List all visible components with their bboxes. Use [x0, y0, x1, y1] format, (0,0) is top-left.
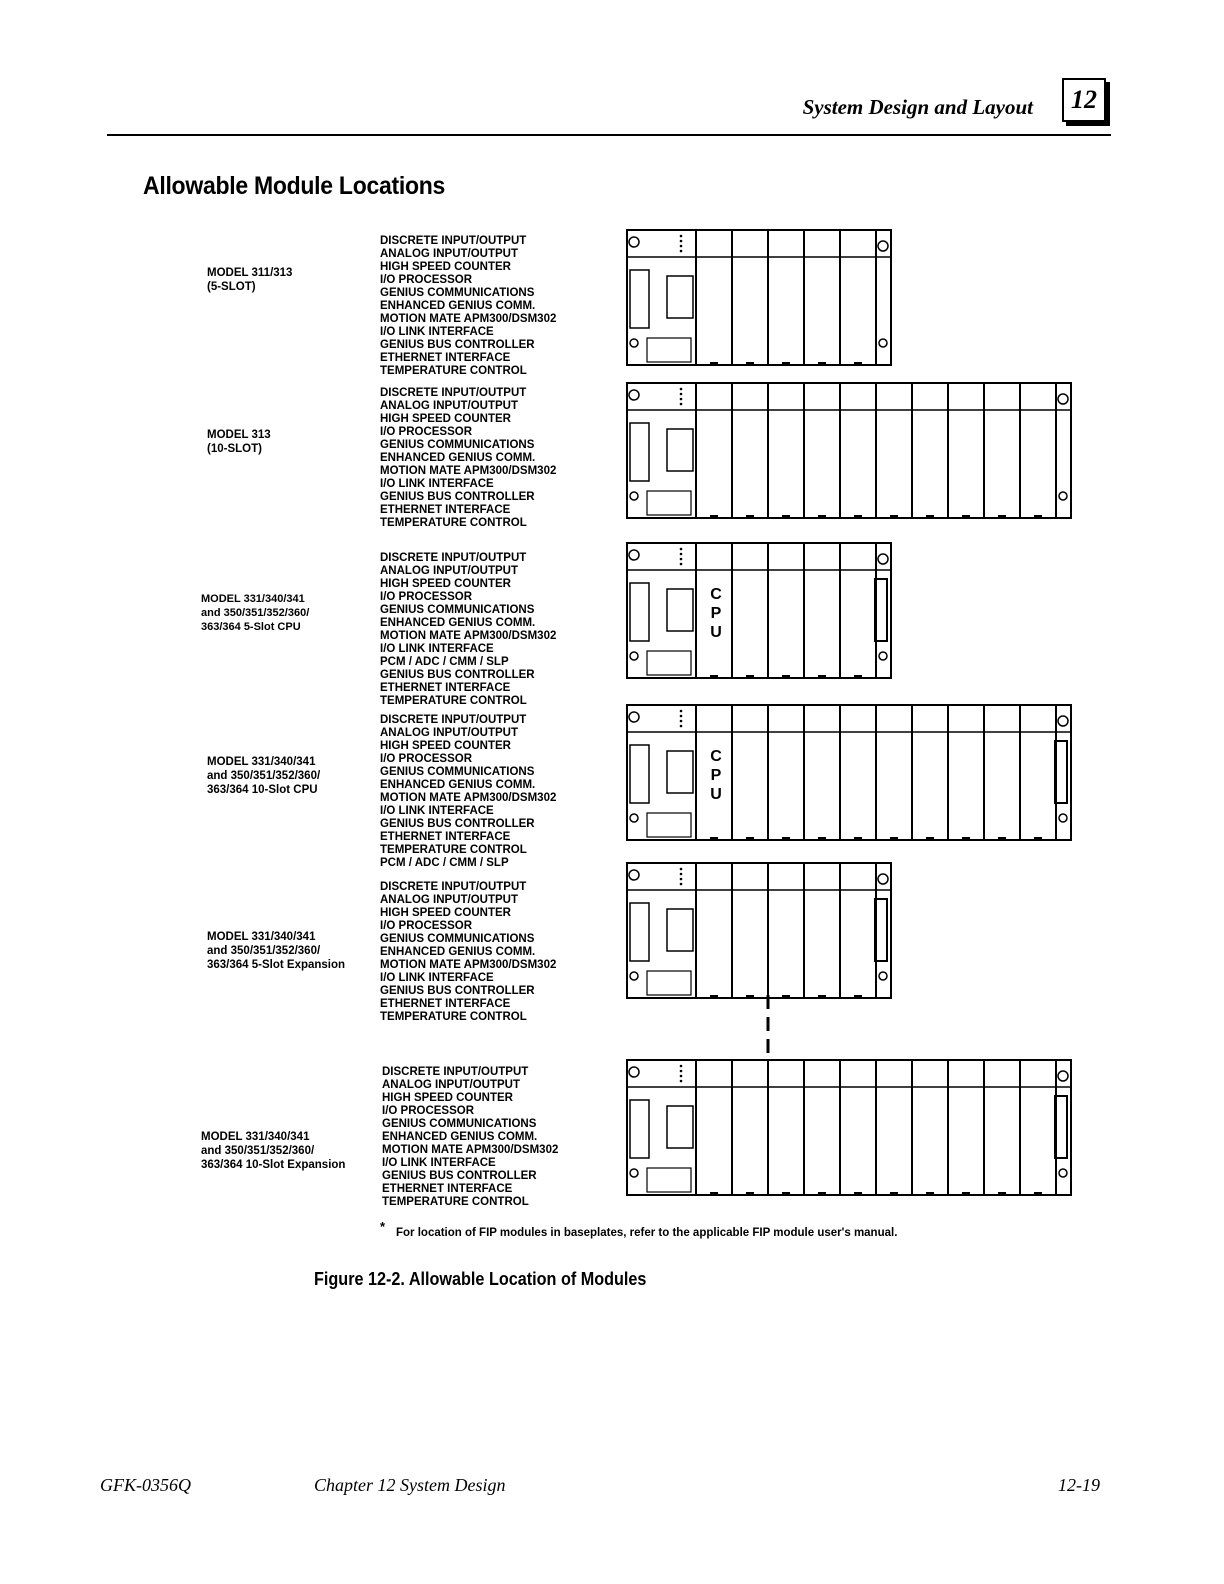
module-item: TEMPERATURE CONTROL	[380, 695, 527, 707]
status-dot	[680, 388, 683, 391]
status-dot	[680, 245, 683, 248]
status-dot	[680, 563, 683, 566]
module-item: GENIUS BUS CONTROLLER	[382, 1170, 537, 1182]
status-dot	[680, 878, 683, 881]
slot-tab	[890, 837, 898, 841]
module-item: I/O LINK INTERFACE	[380, 478, 494, 490]
footer-doc-id: GFK-0356Q	[100, 1475, 191, 1495]
module-item: ANALOG INPUT/OUTPUT	[380, 565, 518, 577]
cpu-label-letter: C	[710, 748, 722, 765]
slot-tab	[746, 995, 754, 999]
slot-tab	[1034, 515, 1042, 519]
status-dot	[680, 548, 683, 551]
slot-tab	[854, 515, 862, 519]
slot-tab	[782, 1192, 790, 1196]
status-dot	[680, 398, 683, 401]
module-item: MOTION MATE APM300/DSM302	[382, 1144, 559, 1156]
module-item: ENHANCED GENIUS COMM.	[380, 300, 536, 312]
module-item: ENHANCED GENIUS COMM.	[380, 946, 536, 958]
module-item: I/O PROCESSOR	[380, 591, 473, 603]
slot-tab	[962, 1192, 970, 1196]
status-dot	[680, 1080, 683, 1083]
module-item: HIGH SPEED COUNTER	[380, 261, 511, 273]
rack-2-model-label: MODEL 313 (10-SLOT)	[207, 429, 271, 455]
slot-tab	[710, 837, 718, 841]
module-item: GENIUS BUS CONTROLLER	[380, 985, 535, 997]
module-item: TEMPERATURE CONTROL	[380, 844, 527, 856]
slot-tab	[998, 1192, 1006, 1196]
module-item: HIGH SPEED COUNTER	[382, 1092, 513, 1104]
header-title: System Design and Layout	[802, 95, 1033, 119]
slot-tab	[962, 515, 970, 519]
module-item: I/O PROCESSOR	[380, 753, 473, 765]
cpu-label-letter: U	[710, 786, 722, 803]
module-item: ETHERNET INTERFACE	[380, 504, 511, 516]
slot-tab	[926, 1192, 934, 1196]
module-item: DISCRETE INPUT/OUTPUT	[380, 235, 527, 247]
module-item: I/O LINK INTERFACE	[382, 1157, 496, 1169]
slot-tab	[746, 515, 754, 519]
module-item: I/O LINK INTERFACE	[380, 972, 494, 984]
cpu-label-letter: P	[710, 605, 722, 622]
slot-tab	[710, 995, 718, 999]
slot-tab	[854, 837, 862, 841]
status-dot	[680, 553, 683, 556]
slot-tab	[710, 515, 718, 519]
section-heading: Allowable Module Locations	[143, 172, 446, 200]
slot-tab	[926, 837, 934, 841]
module-item: HIGH SPEED COUNTER	[380, 740, 511, 752]
status-dot	[680, 1070, 683, 1073]
status-dot	[680, 235, 683, 238]
module-item: ANALOG INPUT/OUTPUT	[380, 248, 518, 260]
status-dot	[680, 715, 683, 718]
status-dot	[680, 558, 683, 561]
module-item: I/O PROCESSOR	[382, 1105, 475, 1117]
status-dot	[680, 1065, 683, 1068]
slot-tab	[818, 362, 826, 366]
module-item: GENIUS COMMUNICATIONS	[380, 604, 535, 616]
module-item: I/O PROCESSOR	[380, 426, 473, 438]
slot-tab	[782, 362, 790, 366]
slot-tab	[998, 515, 1006, 519]
slot-tab	[746, 837, 754, 841]
slot-tab	[1034, 837, 1042, 841]
status-dot	[680, 720, 683, 723]
slot-tab	[818, 675, 826, 679]
rack-6-model-label: MODEL 331/340/341 and 350/351/352/360/ 363/364 10-Slot Expansion	[201, 1131, 346, 1171]
slot-tab	[746, 362, 754, 366]
module-item: PCM / ADC / CMM / SLP	[380, 857, 509, 869]
chapter-number-badge: 12	[1062, 78, 1106, 122]
module-item: GENIUS COMMUNICATIONS	[380, 439, 535, 451]
slot-tab	[890, 1192, 898, 1196]
module-item: DISCRETE INPUT/OUTPUT	[380, 387, 527, 399]
slot-tab	[818, 837, 826, 841]
slot-tab	[782, 995, 790, 999]
slot-tab	[890, 515, 898, 519]
module-item: TEMPERATURE CONTROL	[380, 365, 527, 377]
status-dot	[680, 710, 683, 713]
status-dot	[680, 868, 683, 871]
slot-tab	[1034, 1192, 1042, 1196]
module-item: ETHERNET INTERFACE	[382, 1183, 513, 1195]
slot-tab	[818, 1192, 826, 1196]
module-item: PCM / ADC / CMM / SLP	[380, 656, 509, 668]
cpu-label-letter: U	[710, 624, 722, 641]
module-item: ENHANCED GENIUS COMM.	[380, 452, 536, 464]
rack-1-model-label: MODEL 311/313 (5-SLOT)	[207, 267, 293, 293]
module-item: ETHERNET INTERFACE	[380, 998, 511, 1010]
slot-tab	[710, 1192, 718, 1196]
cpu-label-letter: P	[710, 767, 722, 784]
module-item: TEMPERATURE CONTROL	[380, 1011, 527, 1023]
module-item: ETHERNET INTERFACE	[380, 682, 511, 694]
module-item: I/O PROCESSOR	[380, 274, 473, 286]
module-item: GENIUS COMMUNICATIONS	[382, 1118, 537, 1130]
slot-tab	[782, 675, 790, 679]
slot-tab	[818, 515, 826, 519]
module-item: ENHANCED GENIUS COMM.	[380, 779, 536, 791]
module-item: MOTION MATE APM300/DSM302	[380, 959, 557, 971]
slot-tab	[746, 675, 754, 679]
module-item: HIGH SPEED COUNTER	[380, 907, 511, 919]
footer-page-number: 12-19	[1058, 1475, 1100, 1495]
module-item: TEMPERATURE CONTROL	[380, 517, 527, 529]
module-item: HIGH SPEED COUNTER	[380, 578, 511, 590]
module-item: GENIUS COMMUNICATIONS	[380, 287, 535, 299]
module-item: GENIUS COMMUNICATIONS	[380, 933, 535, 945]
module-item: MOTION MATE APM300/DSM302	[380, 465, 557, 477]
status-dot	[680, 883, 683, 886]
status-dot	[680, 250, 683, 253]
module-item: DISCRETE INPUT/OUTPUT	[382, 1066, 529, 1078]
module-item: DISCRETE INPUT/OUTPUT	[380, 881, 527, 893]
slot-tab	[854, 995, 862, 999]
rack-4-model-label: MODEL 331/340/341 and 350/351/352/360/ 363/364 10-Slot CPU	[207, 756, 321, 796]
footer-chapter: Chapter 12 System Design	[314, 1475, 506, 1495]
module-item: I/O PROCESSOR	[380, 920, 473, 932]
module-item: MOTION MATE APM300/DSM302	[380, 630, 557, 642]
status-dot	[680, 1075, 683, 1078]
status-dot	[680, 403, 683, 406]
module-item: I/O LINK INTERFACE	[380, 643, 494, 655]
footnote-mark: *	[380, 1219, 386, 1234]
status-dot	[680, 240, 683, 243]
figure-caption: Figure 12-2. Allowable Location of Modules	[314, 1269, 647, 1289]
module-item: DISCRETE INPUT/OUTPUT	[380, 552, 527, 564]
slot-tab	[926, 515, 934, 519]
status-dot	[680, 393, 683, 396]
module-item: ENHANCED GENIUS COMM.	[382, 1131, 538, 1143]
status-dot	[680, 725, 683, 728]
module-item: ETHERNET INTERFACE	[380, 831, 511, 843]
slot-tab	[854, 362, 862, 366]
slot-tab	[854, 675, 862, 679]
module-item: HIGH SPEED COUNTER	[380, 413, 511, 425]
module-item: MOTION MATE APM300/DSM302	[380, 313, 557, 325]
slot-tab	[710, 675, 718, 679]
slot-tab	[782, 837, 790, 841]
cpu-label-letter: C	[710, 586, 722, 603]
module-item: TEMPERATURE CONTROL	[382, 1196, 529, 1208]
module-item: ANALOG INPUT/OUTPUT	[380, 727, 518, 739]
rack-5-model-label: MODEL 331/340/341 and 350/351/352/360/ 363/364 5-Slot Expansion	[207, 931, 346, 971]
module-item: GENIUS BUS CONTROLLER	[380, 339, 535, 351]
module-item: GENIUS BUS CONTROLLER	[380, 818, 535, 830]
module-item: ENHANCED GENIUS COMM.	[380, 617, 536, 629]
slot-tab	[818, 995, 826, 999]
module-item: ETHERNET INTERFACE	[380, 352, 511, 364]
module-item: GENIUS COMMUNICATIONS	[380, 766, 535, 778]
status-dot	[680, 873, 683, 876]
slot-tab	[782, 515, 790, 519]
rack-3-model-label: MODEL 331/340/341 and 350/351/352/360/ 363/364 5-Slot CPU	[201, 593, 310, 633]
module-item: I/O LINK INTERFACE	[380, 326, 494, 338]
module-item: GENIUS BUS CONTROLLER	[380, 491, 535, 503]
footnote: For location of FIP modules in baseplates, refer to the applicable FIP module user's manual.	[396, 1227, 898, 1239]
slot-tab	[746, 1192, 754, 1196]
module-item: I/O LINK INTERFACE	[380, 805, 494, 817]
module-item: ANALOG INPUT/OUTPUT	[380, 400, 518, 412]
module-item: DISCRETE INPUT/OUTPUT	[380, 714, 527, 726]
module-item: GENIUS BUS CONTROLLER	[380, 669, 535, 681]
module-item: ANALOG INPUT/OUTPUT	[382, 1079, 520, 1091]
module-item: MOTION MATE APM300/DSM302	[380, 792, 557, 804]
slot-tab	[998, 837, 1006, 841]
slot-tab	[710, 362, 718, 366]
slot-tab	[962, 837, 970, 841]
module-item: ANALOG INPUT/OUTPUT	[380, 894, 518, 906]
slot-tab	[854, 1192, 862, 1196]
